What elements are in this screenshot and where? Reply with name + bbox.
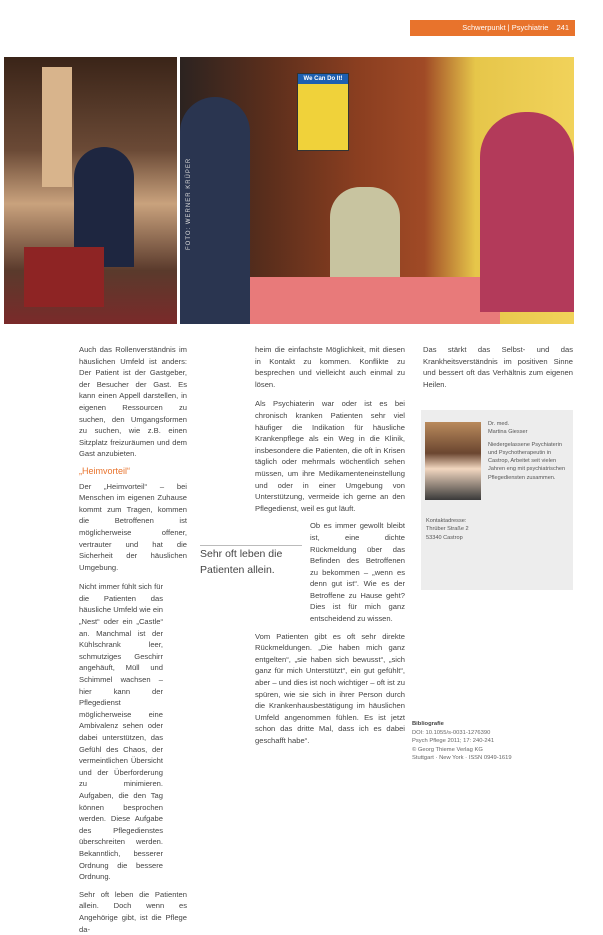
col1-paragraph-4: Sehr oft leben die Patienten allein. Doch wenn es Angehörige gibt, ist die Pflege da- (79, 889, 187, 934)
column-1 (79, 344, 187, 935)
chair-shape (24, 247, 104, 307)
doorway-shape (42, 67, 72, 187)
bibliography-line-1: DOI: 10.1055/s-0031-1276390 (412, 729, 491, 736)
column-3 (423, 344, 573, 390)
photo-credit: FOTO: WERNER KRÜPER (186, 157, 192, 250)
col1-paragraph-2: Der „Heimvorteil“ – bei Menschen im eigenen Zuhause kommt zum Tragen, kommen die Betroffenen ist möglicherweise offener, vertrauter und hat die Sicherheit der häuslichen Umgebung. (79, 481, 187, 572)
col3-paragraph-1: Das stärkt das Selbst- und das Krankheitsverständnis im positiven Sinne und bessert oft das Verhältnis zum eigenen Heilen. (423, 345, 573, 389)
patient-shape (480, 112, 574, 312)
page-number: 241 (556, 23, 569, 32)
author-bio (488, 420, 570, 482)
address-street: Thrüber Straße 2 (426, 526, 469, 533)
author-address (426, 517, 486, 542)
table-cloth-shape (250, 277, 500, 324)
author-description: Niedergelassene Psychiaterin und Psychotherapeutin in Castrop, Arbeitet seit vielen Jahren eng mit psychiatrischen Pflegediensten zusammen. (488, 441, 566, 481)
pull-quote-text: Sehr oft leben die Patienten allein. (200, 545, 302, 578)
author-name: Martina Giesser (488, 429, 528, 436)
photo-right (180, 57, 574, 324)
bibliography-line-4: Stuttgart · New York · ISSN 0949-1619 (412, 755, 512, 761)
section-header (410, 20, 575, 36)
photo-left (4, 57, 177, 324)
col2-paragraph-3: Ob es immer gewollt bleibt ist, eine dichte Rückmeldung über das Befinden des Betroffenen zu bekommen – „wenn es denn gut ist“. Wie es der Betroffene zu Hause geht? Dies ist für mich ganz entscheidend zu wissen. (310, 521, 405, 624)
col2-paragraph-4: Vom Patienten gibt es oft sehr direkte Rückmeldungen. „Die haben mich ganz entgelten“, „sie haben sich bewusst“, „sich ganz für mich Unterstützt“, ein gut gefühlt“, aber – und dies ist noch wichtiger – oft ist zu spüren, wie sie sich in ihrer Person durch die Krankenhausbestätigung im häuslichen Umfeld angenommen fühlen. Es ist jetzt schon das dritte Mal, dass ich es dabei geschafft habe“. (255, 631, 405, 745)
author-photo (425, 422, 481, 500)
bibliography (412, 720, 572, 763)
bibliography-line-2: Psych Pflege 2011; 17: 240-241 (412, 738, 495, 744)
address-title: Kontaktadresse: (426, 518, 467, 524)
poster-text: We Can Do It! (298, 74, 348, 84)
section-title: Schwerpunkt | Psychiatrie (462, 23, 549, 32)
subheading: „Heimvorteil“ (79, 465, 131, 476)
address-city: 53340 Castrop (426, 534, 463, 541)
author-title: Dr. med. (488, 421, 510, 427)
col2-paragraph-1: heim die einfachste Möglichkeit, mit diesen in Kontakt zu kommen. Konflikte zu besprechen und vielleicht auch einmal zu lösen. (255, 345, 405, 389)
col1-paragraph-1: Auch das Rollenverständnis im häuslichen Umfeld ist anders: Der Patient ist der Gastgeber, der Besucher der Gast. Es kann einen Appell darstellen, in eigenen Ressourcen zu suchen, den Umgangsformen zu suchen, wie z.B. einen Sitzplatz freizuräumen und dem Gast anzubieten. (79, 345, 187, 459)
poster (297, 73, 349, 151)
bibliography-title: Bibliografie (412, 721, 444, 727)
col2-paragraph-2: Als Psychiaterin war oder ist es bei chronisch kranken Patienten sehr viel häufiger die Indikation für häusliche Krankenpflege als ein Weg in die Klinik, insbesondere die Patienten, die oft in Krisen täglich oder mehrmals wöchentlich sehen müssen, um ihre Medikamenteneinstellung und oder in einer Umgebung von Unterstützung, vermeide ich gerne an den Pflegedienst, weil es gut läuft. (255, 399, 405, 513)
pull-quote (200, 545, 302, 578)
col1-paragraph-3: Nicht immer fühlt sich für die Patienten das häusliche Umfeld wie ein „Nest“ oder ein „Castle“ an. Manchmal ist der Kühlschrank leer, schmutziges Geschirr angehäuft, Müll und Schimmel wachsen – hier kann der Pflegedienst möglicherweise eine Ambivalenz sehen oder dabei unterstützen, das Gefühl des Chaos, der vermeintlichen Übersicht und der Überforderung zu minimieren. Aufgaben, die den Tag können besprochen werden. Diese Aufgabe des Pflegedienstes überschreiten werden. Bekanntlich, besserer Ordnung die bessere Ordnung. (79, 582, 163, 882)
bibliography-line-3: © Georg Thieme Verlag KG (412, 746, 483, 753)
